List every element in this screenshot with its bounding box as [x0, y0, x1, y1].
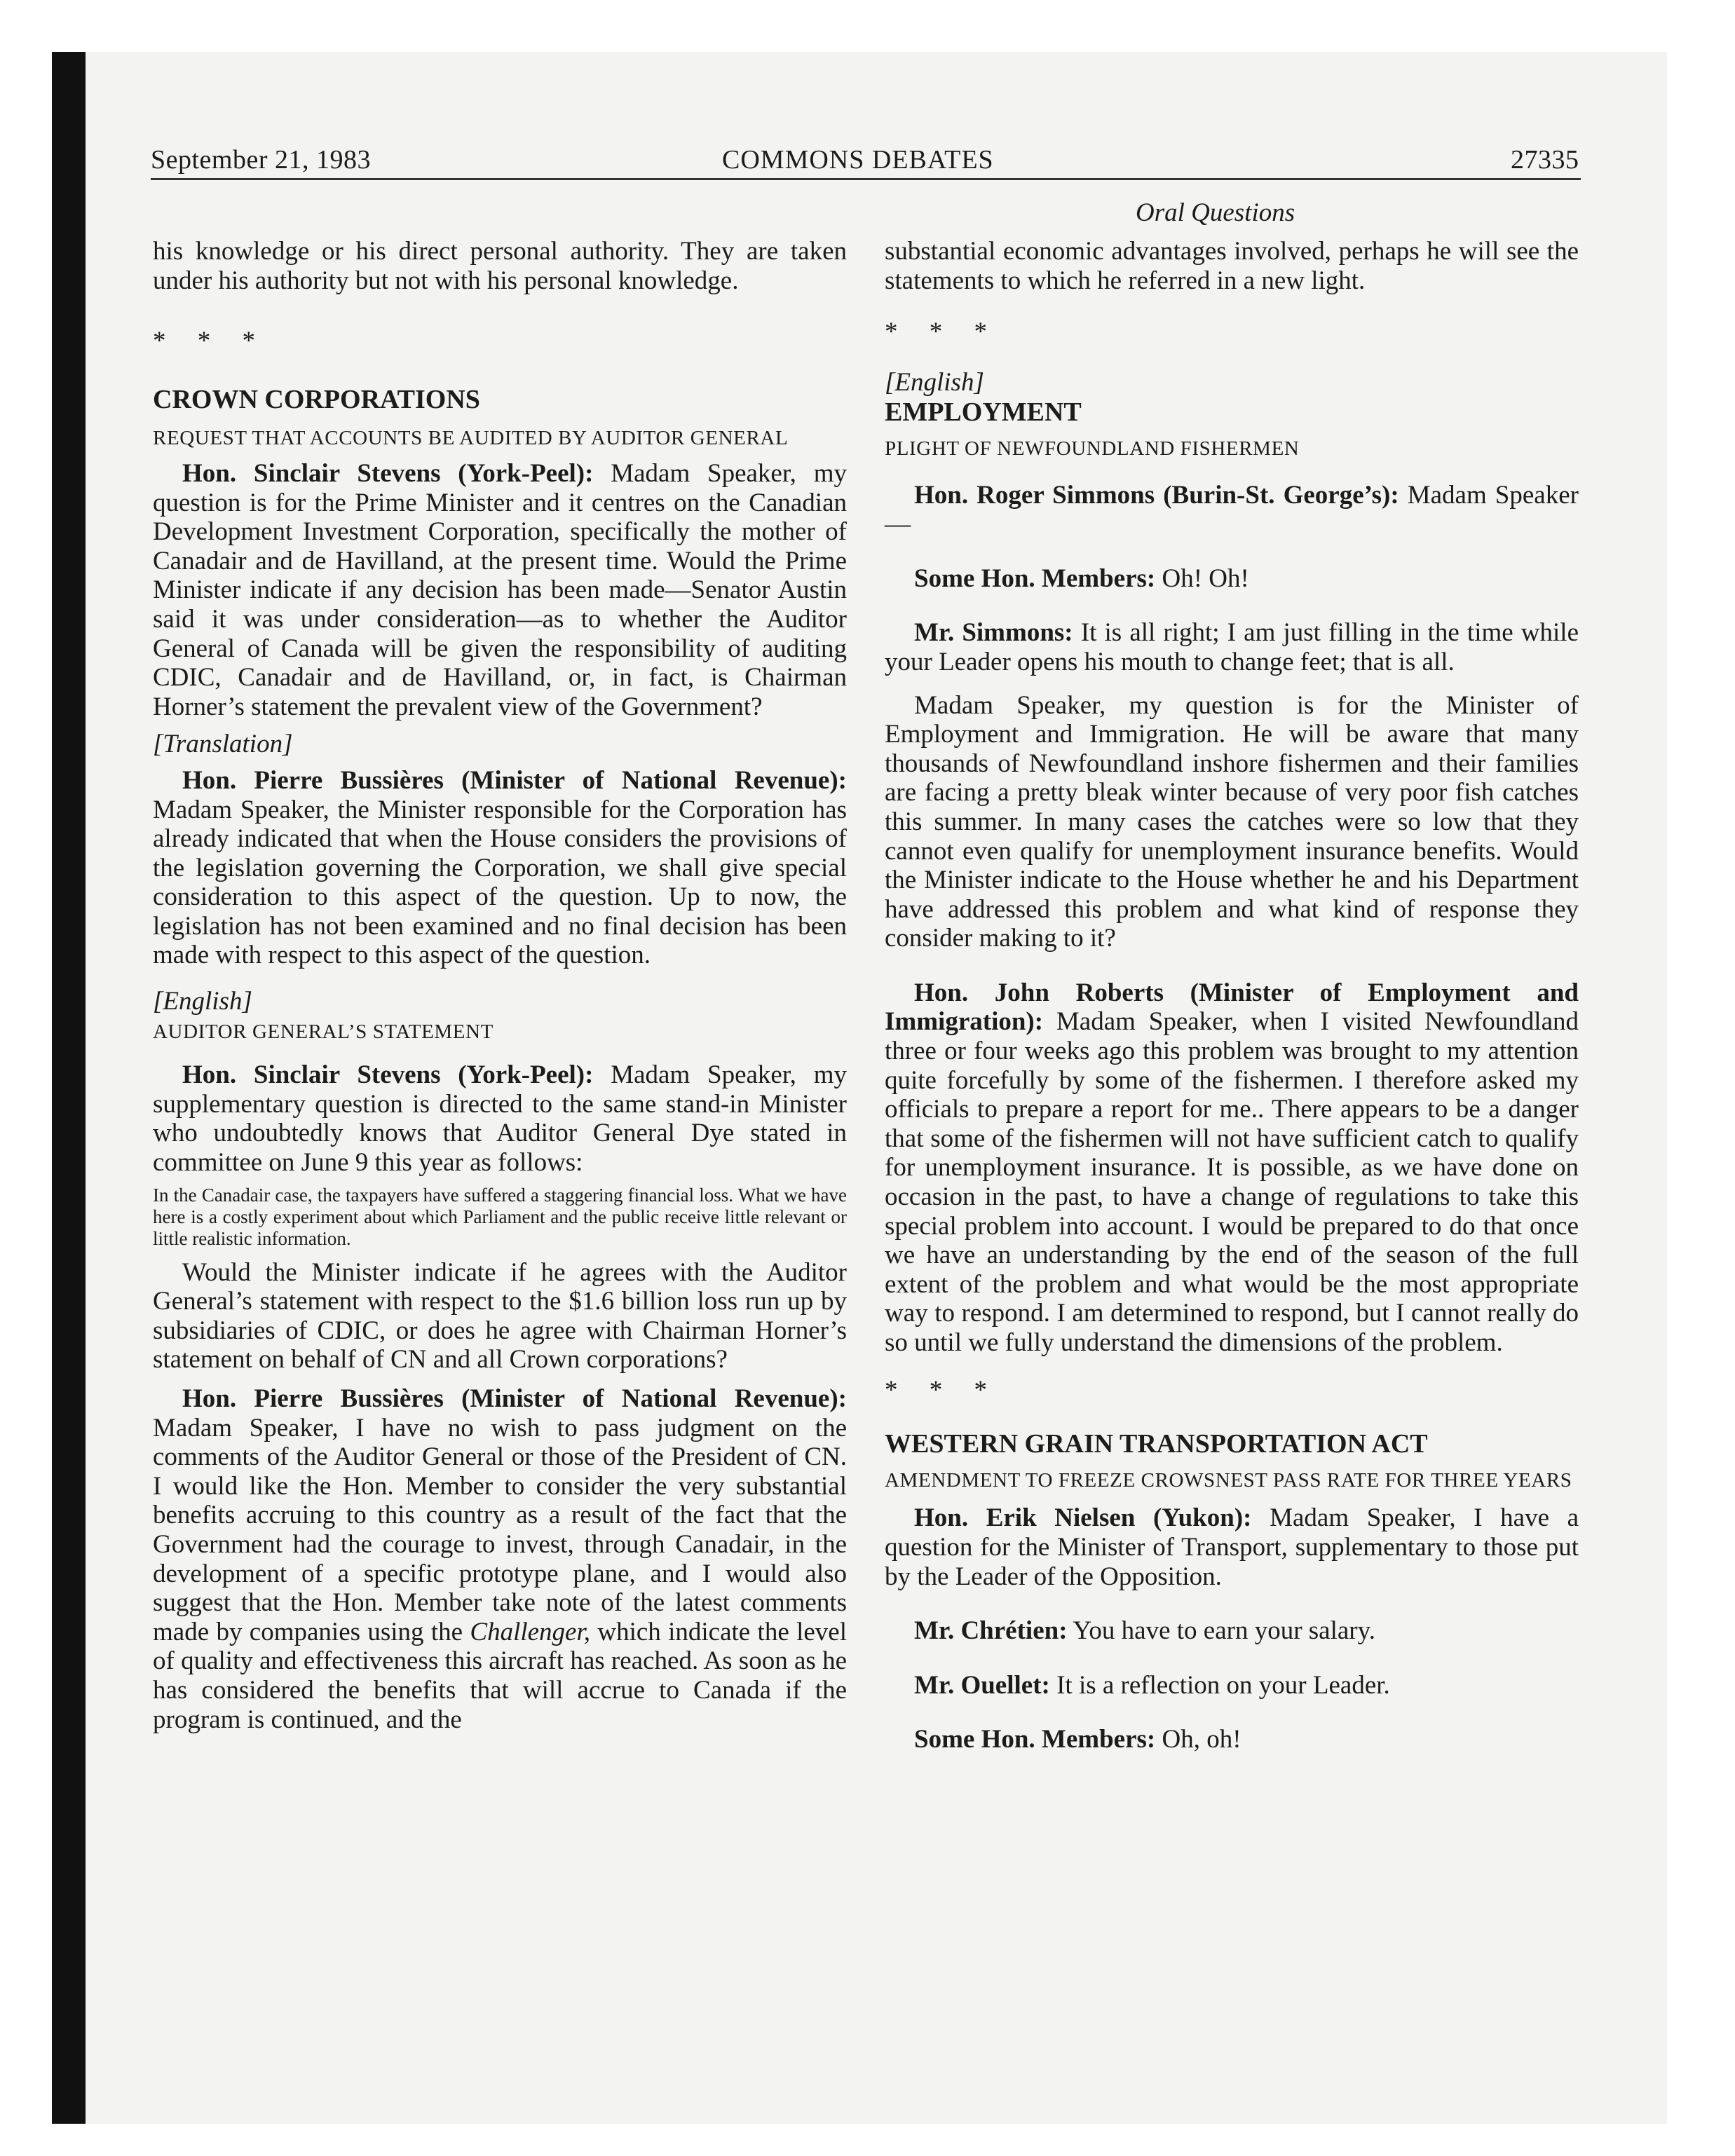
speech-text: Madam Speaker, my question is for the Prime Minister and it centres on the Canadian Development Investment Corporation, specifically the mother of Canadair and de Havilland, at the present time. Would the Prime Minister indicate if any decision has been made—Senator Austin said it was under consideration—as to whether the Auditor General of Canada will be given the responsibility of auditing CDIC, Canadair and de Havilland, or, in fact, is Chairman Horner’s statement the prevalent view of the Government? [153, 458, 847, 721]
scan-edge-bar [52, 52, 86, 2124]
section-divider: * * * [153, 327, 268, 356]
speech-text: Oh! Oh! [1155, 564, 1249, 593]
subheading: REQUEST THAT ACCOUNTS BE AUDITED BY AUDITOR GENERAL [153, 427, 789, 450]
speaker-name: Some Hon. Members: [914, 1725, 1156, 1754]
speaker-name: Hon. Pierre Bussières (Minister of National Revenue): [182, 1384, 847, 1413]
speaker-name: Hon. John Roberts (Minister of Employment and Immigration): [885, 978, 1579, 1037]
paragraph: Would the Minister indicate if he agrees with the Auditor General’s statement with respect to the $1.6 billion loss run up by subsidiaries of CDIC, or does he agree with Chairman Horner’s statement on behalf of CN and all Crown corporations? [153, 1257, 847, 1374]
italic-term: Challenger, [470, 1617, 591, 1646]
speech-paragraph [885, 564, 1579, 594]
section-heading: WESTERN GRAIN TRANSPORTATION ACT [885, 1429, 1428, 1459]
subheading: AMENDMENT TO FREEZE CROWSNEST PASS RATE FOR THREE YEARS [885, 1468, 1572, 1492]
speaker-name: Hon. Erik Nielsen (Yukon): [914, 1503, 1252, 1533]
block-quote: In the Canadair case, the taxpayers have suffered a staggering financial loss. What we have here is a costly experiment about which Parliament and the public receive little relevant or little realistic information. [153, 1184, 847, 1249]
speech-paragraph [153, 1060, 847, 1177]
header-date: September 21, 1983 [151, 145, 372, 175]
speaker-name: Hon. Pierre Bussières (Minister of National Revenue): [182, 765, 847, 795]
speech-text: Madam Speaker, when I visited Newfoundland three or four weeks ago this problem was brought to my attention quite forcefully by some of the fishermen. I therefore asked my officials to prepare a report for me.. There appears to be a danger that some of the fishermen will not have sufficient catch to qualify for unemployment insurance. It is possible, as we have done on occasion in the past, to have a change of regulations to take this special problem into account. I would be prepared to do that once we have an understanding by the end of the season of the full extent of the problem and what would be the most appropriate way to respond. I am determined to respond, but I cannot really do so until we fully understand the dimensions of the problem. [885, 1007, 1579, 1357]
section-heading: EMPLOYMENT [885, 397, 1082, 428]
section-heading: CROWN CORPORATIONS [153, 384, 480, 414]
speech-paragraph [885, 1503, 1579, 1591]
speech-text: Oh, oh! [1155, 1725, 1241, 1754]
language-marker: [English] [885, 367, 984, 397]
speech-text: Madam Speaker, the Minister responsible for the Corporation has already indicated that when the House considers the provisions of the legislation governing the Corporation, we shall give special consideration to this aspect of the question. Up to now, the legislation has not been examined and no final decision has been made with respect to this aspect of the question. [153, 795, 847, 970]
speech-paragraph [885, 1671, 1579, 1700]
speech-text: Madam Speaker, my supplementary question is directed to the same stand-in Minister who undoubtedly knows that Auditor General Dye stated in committee on June 9 this year as follows: [153, 1060, 847, 1178]
speaker-name: Mr. Chrétien: [914, 1616, 1068, 1646]
section-divider: * * * [885, 318, 1000, 347]
running-head: Oral Questions [1136, 198, 1295, 227]
right-column [885, 237, 1579, 1754]
speaker-name: Hon. Sinclair Stevens (York-Peel): [182, 1060, 594, 1090]
speech-text: It is all right; I am just filling in the time while your Leader opens his mouth to change feet; that is all. [885, 618, 1579, 676]
subheading: PLIGHT OF NEWFOUNDLAND FISHERMEN [885, 437, 1300, 460]
speech-text: which indicate the level of quality and effectiveness this aircraft has reached. As soon as he has considered the benefits that will accrue to Canada if the program is continued, and the [153, 1617, 847, 1734]
speech-paragraph [153, 459, 847, 721]
speech-paragraph [153, 766, 847, 970]
speech-paragraph [885, 1616, 1579, 1646]
speaker-name: Hon. Sinclair Stevens (York-Peel): [182, 458, 594, 488]
speech-paragraph [885, 618, 1579, 676]
speech-text: It is a reflection on your Leader. [1049, 1670, 1390, 1700]
speech-text: Madam Speaker, I have no wish to pass judgment on the comments of the Auditor General or those of the President of CN. I would like the Hon. Member to consider the very substantial benefits accruing to this country as a result of the fact that the Government had the courage to invest, through Canadair, in the development of a specific prototype plane, and I would also suggest that the Hon. Member take note of the latest comments made by companies using the [153, 1413, 847, 1646]
speech-text: Madam Speaker— [885, 480, 1579, 539]
paragraph: substantial economic advantages involved, perhaps he will see the statements to which he referred in a new light. [885, 237, 1579, 295]
speech-paragraph [885, 978, 1579, 1358]
header-page-number: 27335 [1511, 145, 1579, 175]
speech-paragraph [153, 1384, 847, 1734]
language-marker: [English] [153, 987, 252, 1016]
header-title: COMMONS DEBATES [722, 145, 994, 175]
speaker-name: Mr. Simmons: [914, 618, 1073, 648]
speech-paragraph [885, 1725, 1579, 1754]
paragraph: Madam Speaker, my question is for the Minister of Employment and Immigration. He will be aware that many thousands of Newfoundland inshore fishermen and their families are facing a pretty bleak winter because of very poor fish catches this summer. In many cases the catches were so low that they cannot even qualify for unemployment insurance benefits. Would the Minister indicate to the House whether he and his Department have addressed this problem and what kind of response they consider making to it? [885, 690, 1579, 953]
paragraph: his knowledge or his direct personal authority. They are taken under his authority but not with his personal knowledge. [153, 237, 847, 295]
section-divider: * * * [885, 1375, 1000, 1405]
speaker-name: Hon. Roger Simmons (Burin-St. George’s): [914, 480, 1399, 510]
speech-paragraph [885, 481, 1579, 539]
subheading: AUDITOR GENERAL’S STATEMENT [153, 1020, 494, 1043]
language-marker: [Translation] [153, 730, 293, 759]
speech-text: Madam Speaker, I have a question for the Minister of Transport, supplementary to those put by the Leader of the Opposition. [885, 1503, 1579, 1591]
speech-text: You have to earn your salary. [1067, 1616, 1375, 1646]
header-rule [151, 178, 1581, 180]
speaker-name: Some Hon. Members: [914, 564, 1156, 593]
left-column [153, 237, 847, 1734]
speaker-name: Mr. Ouellet: [914, 1670, 1050, 1700]
